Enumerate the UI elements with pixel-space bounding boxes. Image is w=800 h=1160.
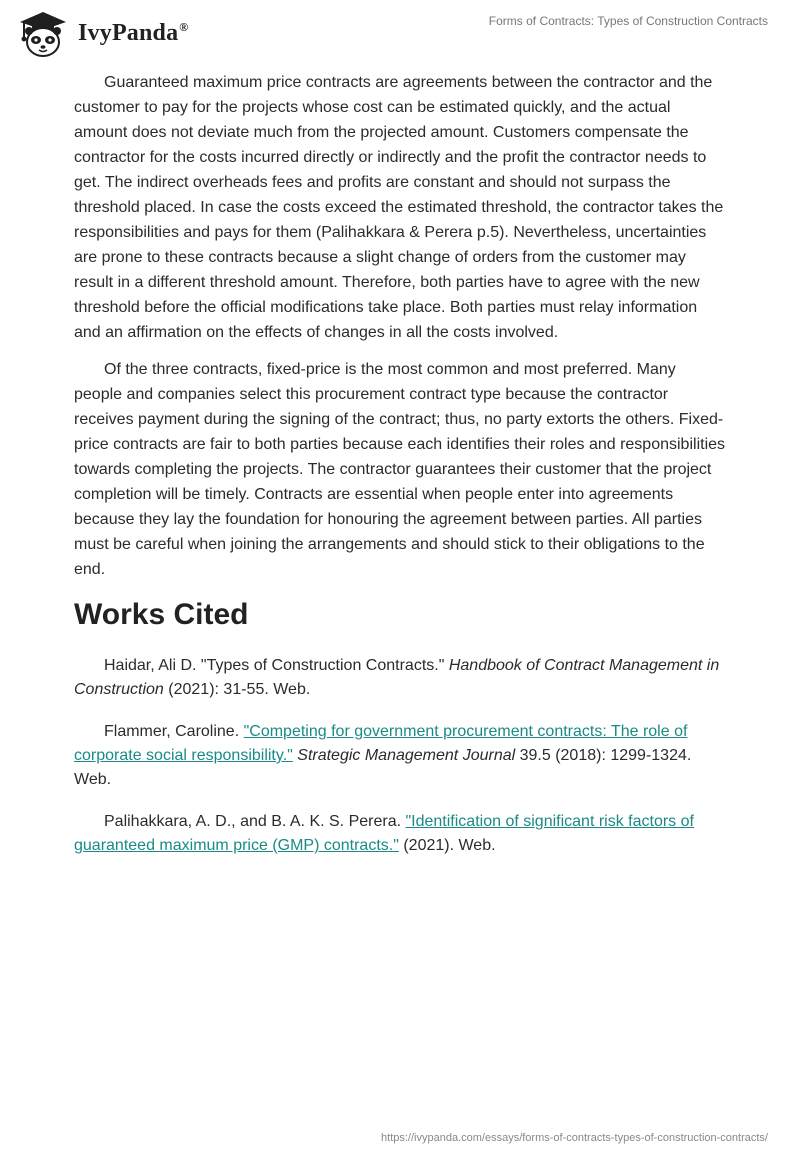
citation-details: (2021). Web. xyxy=(398,837,496,854)
citation-entry xyxy=(74,654,728,702)
citation-author: Palihakkara, A. D., and B. A. K. S. Perera. xyxy=(104,813,406,830)
footer-url: https://ivypanda.com/essays/forms-of-contracts-types-of-construction-contracts/ xyxy=(381,1132,768,1144)
body-paragraph: Of the three contracts, fixed-price is the most common and most preferred. Many people and companies select this procurement contract type because the contractor receives payment during the signing of the contract; thus, no party extorts the others. Fixed-price contracts are fair to both parties because each identifies their roles and responsibilities towards completing the projects. The contractor guarantees their customer that the project completion will be timely. Contracts are essential when people enter into agreements because they lay the foundation for honouring the agreement between parties. All parties must be careful when joining the arrangements and should stick to their obligations to the end. xyxy=(74,361,726,578)
citation-details: 39.5 (2018): 1299-1324. Web. xyxy=(74,747,692,788)
citation-author: Flammer, Caroline. xyxy=(104,723,244,740)
citation-journal: Strategic Management Journal xyxy=(297,747,516,764)
citation-link[interactable]: "Identification of significant risk factors of guaranteed maximum price (GMP) contracts." xyxy=(74,813,694,854)
citation-journal: Handbook of Contract Management in Construction xyxy=(74,657,720,698)
citation-link[interactable]: "Competing for government procurement contracts: The role of corporate social responsibility." xyxy=(74,723,688,764)
panda-graduate-icon xyxy=(14,8,72,58)
page-header xyxy=(0,0,800,70)
works-cited-heading: Works Cited xyxy=(74,598,249,631)
body-paragraph: Guaranteed maximum price contracts are agreements between the contractor and the customer to pay for the projects whose cost can be estimated quickly, and the actual amount does not deviate much from the projected amount. Customers compensate the contractor for the costs incurred directly or indirectly and the profit the contractor needs to get. The indirect overheads fees and profits are constant and should not surpass the threshold placed. In case the costs exceed the estimated threshold, the contractor takes the responsibilities and pays for them (Palihakkara & Perera p.5). Nevertheless, uncertainties are prone to these contracts because a slight change of orders from the customer may result in a different threshold amount. Therefore, both parties have to agree with the new threshold before the official modifications take place. Both parties must relay information and an affirmation on the effects of changes in all the costs involved. xyxy=(74,74,724,341)
citation-author: Haidar, Ali D. "Types of Construction Contracts." xyxy=(104,657,449,674)
citation-entry xyxy=(74,810,728,858)
logo[interactable] xyxy=(14,8,188,58)
essay-content xyxy=(74,70,728,876)
citation-details: (2021): 31-55. Web. xyxy=(163,681,311,698)
document-title: Forms of Contracts: Types of Construction Contracts xyxy=(488,14,768,28)
brand-name: IvyPanda® xyxy=(78,19,189,46)
citation-entry xyxy=(74,720,728,792)
